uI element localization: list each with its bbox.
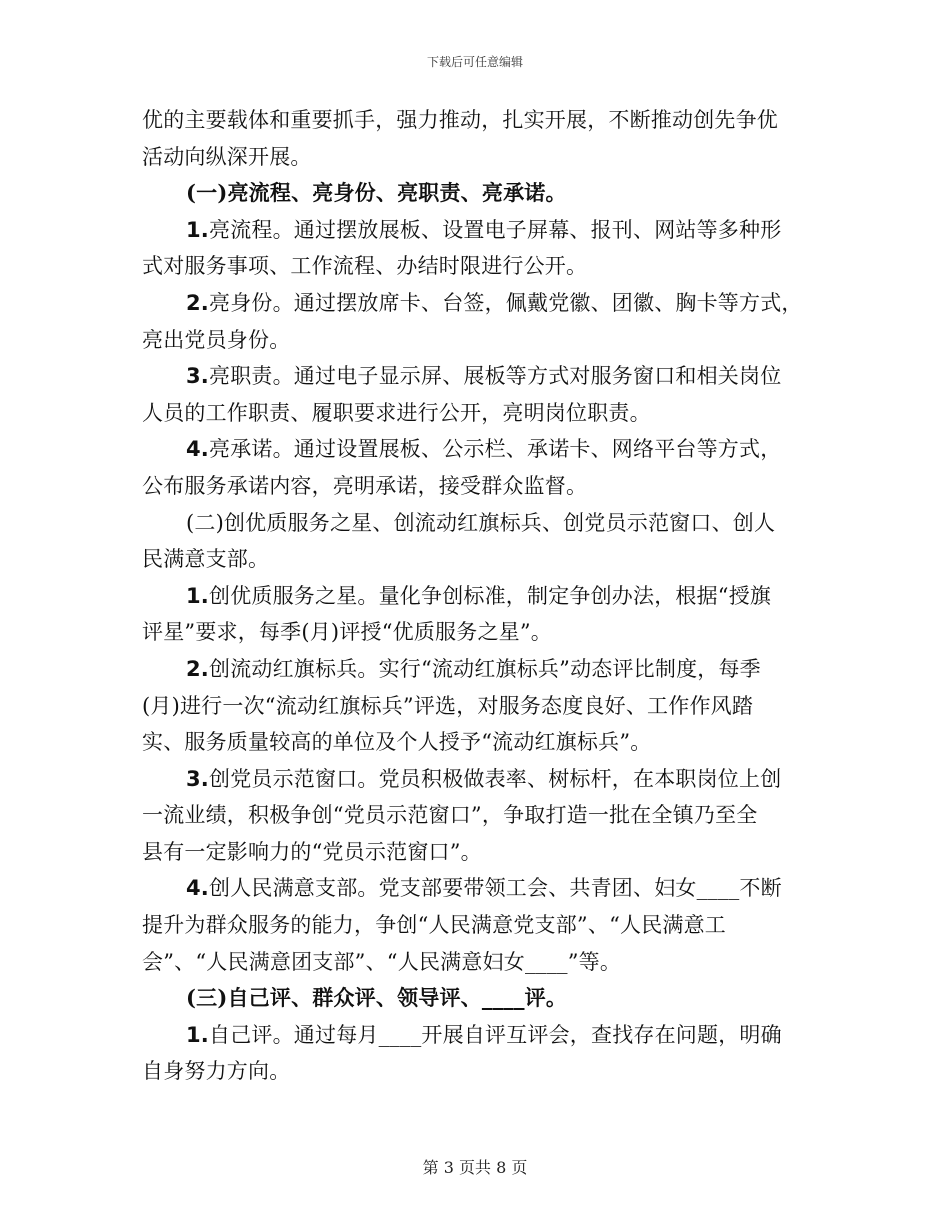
text-line: [142, 358, 798, 395]
item-number: 4.: [186, 437, 209, 462]
list-item-1-4: [142, 431, 798, 504]
item-text: 亮流程。通过摆放展板、设置电子屏幕、报刊、网站等多种形: [209, 217, 782, 242]
text-line: 活动向纵深开展。: [142, 144, 312, 169]
text-line: [142, 431, 798, 468]
text-line: 公布服务承诺内容，亮明承诺，接受群众监督。: [142, 473, 588, 498]
text-line: 亮出党员身份。: [142, 327, 291, 352]
item-text: 创优质服务之星。量化争创标准，制定争创办法，根据“授旗: [209, 583, 772, 608]
list-item-2-1: [142, 578, 798, 651]
text-line: 会”、“人民满意团支部”、“人民满意妇女____”等。: [142, 949, 622, 974]
text-line: [142, 870, 798, 907]
item-number: 1.: [186, 1022, 209, 1047]
list-item-1-3: [142, 358, 798, 431]
text-line: 评星”要求，每季(月)评授“优质服务之星”。: [142, 620, 552, 645]
section-heading-3: [142, 980, 798, 1017]
heading-text: (一)亮流程、亮身份、亮职责、亮承诺。: [186, 180, 567, 206]
heading-text: 民满意支部。: [142, 547, 270, 572]
text-line: [142, 651, 798, 688]
text-line: [142, 285, 803, 322]
item-number: 1.: [186, 583, 209, 608]
item-number: 2.: [186, 290, 209, 315]
item-text: 亮承诺。通过设置展板、公示栏、承诺卡、网络平台等方式，: [209, 437, 782, 462]
heading-text: (三)自己评、群众评、领导评、____评。: [186, 985, 568, 1011]
text-line: 提升为群众服务的能力，争创“人民满意党支部”、“人民满意工: [142, 913, 727, 938]
list-item-1-1: [142, 212, 798, 285]
text-line: [142, 1017, 798, 1054]
item-text: 创人民满意支部。党支部要带领工会、共青团、妇女____不断: [209, 876, 782, 901]
item-number: 3.: [186, 766, 209, 791]
text-line: 式对服务事项、工作流程、办结时限进行公开。: [142, 254, 588, 279]
text-line: [142, 761, 798, 798]
text-line: [142, 212, 798, 249]
text-line: 优的主要载体和重要抓手，强力推动，扎实开展，不断推动创先争优: [142, 108, 778, 132]
document-body: [142, 102, 803, 1090]
heading-text: (二)创优质服务之星、创流动红旗标兵、创党员示范窗口、创人: [186, 510, 776, 535]
item-text: 创流动红旗标兵。实行“流动红旗标兵”动态评比制度，每季: [209, 656, 761, 681]
text-line: [142, 578, 798, 615]
text-line: 一流业绩，积极争创“党员示范窗口”，争取打造一批在全镇乃至全: [142, 803, 758, 828]
text-line: 自身努力方向。: [142, 1059, 291, 1084]
item-number: 2.: [186, 656, 209, 681]
list-item-2-3: [142, 761, 798, 871]
list-item-2-2: [142, 651, 798, 761]
page-footer: 第 3 页共 8 页: [422, 1158, 528, 1177]
list-item-1-2: [142, 285, 803, 358]
item-text: 亮身份。通过摆放席卡、台签，佩戴党徽、团徽、胸卡等方式，: [209, 290, 803, 315]
item-number: 3.: [186, 364, 209, 389]
section-heading-2: [142, 505, 798, 578]
item-number: 4.: [186, 876, 209, 901]
item-text: 创党员示范窗口。党员积极做表率、树标杆，在本职岗位上创: [209, 766, 782, 791]
list-item-2-4: [142, 870, 798, 980]
item-text: 自己评。通过每月____开展自评互评会，查找存在问题，明确: [209, 1022, 782, 1047]
item-number: 1.: [186, 217, 209, 242]
text-line: 实、服务质量较高的单位及个人授予“流动红旗标兵”。: [142, 730, 652, 755]
text-line: 县有一定影响力的“党员示范窗口”。: [142, 839, 482, 864]
list-item-3-1: [142, 1017, 798, 1090]
section-heading-1: [142, 175, 798, 212]
text-line: (月)进行一次“流动红旗标兵”评选，对服务态度良好、工作作风踏: [142, 693, 754, 718]
item-text: 亮职责。通过电子显示屏、展板等方式对服务窗口和相关岗位: [209, 364, 782, 389]
text-line: 人员的工作职责、履职要求进行公开，亮明岗位职责。: [142, 400, 651, 425]
page-header: 下载后可任意编辑: [426, 55, 523, 69]
paragraph-continuation: [142, 102, 798, 175]
